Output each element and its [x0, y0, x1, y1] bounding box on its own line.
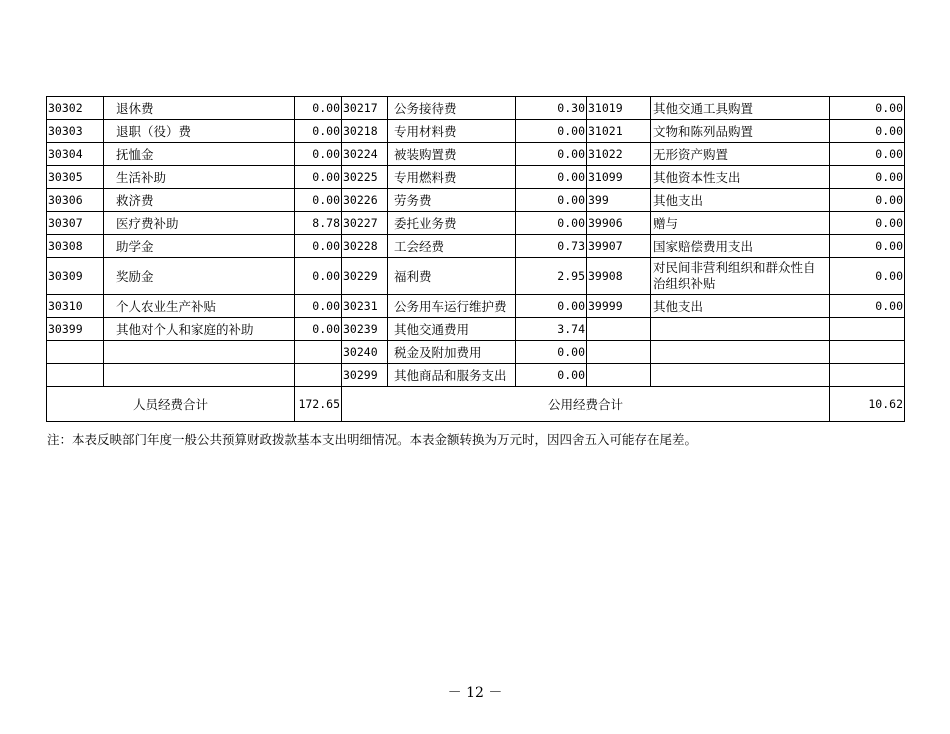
- capital-item-name: 文物和陈列品购置: [651, 120, 830, 143]
- capital-amount: 0.00: [830, 258, 905, 295]
- capital-code: 399: [587, 189, 651, 212]
- personnel-code: 30306: [47, 189, 104, 212]
- public-amount: 0.30: [516, 97, 587, 120]
- capital-amount: 0.00: [830, 97, 905, 120]
- capital-code: [587, 341, 651, 364]
- personnel-item-name: 抚恤金: [104, 143, 295, 166]
- capital-code: [587, 318, 651, 341]
- capital-amount: 0.00: [830, 189, 905, 212]
- public-code: 30240: [342, 341, 388, 364]
- table-row: [47, 120, 905, 143]
- capital-amount: [830, 318, 905, 341]
- public-code: 30231: [342, 295, 388, 318]
- personnel-code: 30399: [47, 318, 104, 341]
- personnel-item-name: 助学金: [104, 235, 295, 258]
- public-amount: 0.00: [516, 212, 587, 235]
- public-item-name: 劳务费: [388, 189, 516, 212]
- capital-code: 39999: [587, 295, 651, 318]
- personnel-item-name: 生活补助: [104, 166, 295, 189]
- personnel-item-name: [104, 341, 295, 364]
- public-amount: 0.73: [516, 235, 587, 258]
- capital-amount: [830, 341, 905, 364]
- public-amount: 0.00: [516, 166, 587, 189]
- personnel-item-name: 救济费: [104, 189, 295, 212]
- personnel-amount: [295, 341, 342, 364]
- table-row: [47, 143, 905, 166]
- capital-item-name: [651, 341, 830, 364]
- capital-item-name: 其他支出: [651, 295, 830, 318]
- public-code: 30227: [342, 212, 388, 235]
- table-row: [47, 189, 905, 212]
- personnel-amount: 8.78: [295, 212, 342, 235]
- personnel-item-name: [104, 364, 295, 387]
- table-footnote: 注：本表反映部门年度一般公共预算财政拨款基本支出明细情况。本表金额转换为万元时，因四舍五入可能存在尾差。: [47, 432, 698, 447]
- personnel-code: 30308: [47, 235, 104, 258]
- public-code: 30226: [342, 189, 388, 212]
- expenditure-detail-table: [46, 96, 905, 422]
- table-body: [47, 97, 905, 387]
- capital-code: 31022: [587, 143, 651, 166]
- table-row: [47, 295, 905, 318]
- public-item-name: 其他交通费用: [388, 318, 516, 341]
- public-code: 30228: [342, 235, 388, 258]
- personnel-amount: 0.00: [295, 120, 342, 143]
- public-code: 30217: [342, 97, 388, 120]
- public-amount: 0.00: [516, 364, 587, 387]
- personnel-total-value: 172.65: [295, 387, 342, 422]
- public-amount: 0.00: [516, 120, 587, 143]
- personnel-code: 30309: [47, 258, 104, 295]
- public-code: 30229: [342, 258, 388, 295]
- capital-amount: 0.00: [830, 143, 905, 166]
- capital-item-name: 其他交通工具购置: [651, 97, 830, 120]
- capital-amount: 0.00: [830, 235, 905, 258]
- public-amount: 0.00: [516, 295, 587, 318]
- public-item-name: 专用材料费: [388, 120, 516, 143]
- public-item-name: 福利费: [388, 258, 516, 295]
- capital-code: 31021: [587, 120, 651, 143]
- capital-item-name: 其他支出: [651, 189, 830, 212]
- capital-amount: 0.00: [830, 212, 905, 235]
- public-item-name: 其他商品和服务支出: [388, 364, 516, 387]
- capital-item-name: 国家赔偿费用支出: [651, 235, 830, 258]
- personnel-item-name: 退职（役）费: [104, 120, 295, 143]
- personnel-amount: 0.00: [295, 143, 342, 166]
- public-amount: 0.00: [516, 143, 587, 166]
- table-row: [47, 212, 905, 235]
- public-amount: 2.95: [516, 258, 587, 295]
- personnel-amount: 0.00: [295, 97, 342, 120]
- personnel-amount: 0.00: [295, 189, 342, 212]
- public-amount: 3.74: [516, 318, 587, 341]
- personnel-code: [47, 364, 104, 387]
- public-code: 30299: [342, 364, 388, 387]
- capital-amount: 0.00: [830, 166, 905, 189]
- personnel-item-name: 医疗费补助: [104, 212, 295, 235]
- capital-item-name: [651, 318, 830, 341]
- capital-item-name: 对民间非营利组织和群众性自治组织补贴: [651, 258, 830, 295]
- capital-item-name: 赠与: [651, 212, 830, 235]
- totals-row: [47, 387, 905, 422]
- personnel-amount: 0.00: [295, 258, 342, 295]
- public-total-value: 10.62: [830, 387, 905, 422]
- public-code: 30218: [342, 120, 388, 143]
- table-row: [47, 258, 905, 295]
- capital-item-name: [651, 364, 830, 387]
- personnel-amount: 0.00: [295, 295, 342, 318]
- personnel-amount: 0.00: [295, 235, 342, 258]
- public-item-name: 被装购置费: [388, 143, 516, 166]
- capital-item-name: 其他资本性支出: [651, 166, 830, 189]
- personnel-code: [47, 341, 104, 364]
- public-item-name: 公务接待费: [388, 97, 516, 120]
- table-row: [47, 364, 905, 387]
- capital-amount: 0.00: [830, 295, 905, 318]
- public-amount: 0.00: [516, 341, 587, 364]
- public-code: 30225: [342, 166, 388, 189]
- personnel-item-name: 个人农业生产补贴: [104, 295, 295, 318]
- public-item-name: 工会经费: [388, 235, 516, 258]
- public-amount: 0.00: [516, 189, 587, 212]
- personnel-item-name: 奖励金: [104, 258, 295, 295]
- capital-code: 31019: [587, 97, 651, 120]
- personnel-amount: 0.00: [295, 318, 342, 341]
- personnel-code: 30307: [47, 212, 104, 235]
- public-code: 30224: [342, 143, 388, 166]
- table-row: [47, 97, 905, 120]
- capital-code: [587, 364, 651, 387]
- capital-code: 39906: [587, 212, 651, 235]
- capital-amount: [830, 364, 905, 387]
- personnel-item-name: 其他对个人和家庭的补助: [104, 318, 295, 341]
- public-item-name: 税金及附加费用: [388, 341, 516, 364]
- personnel-code: 30302: [47, 97, 104, 120]
- table-row: [47, 166, 905, 189]
- public-code: 30239: [342, 318, 388, 341]
- capital-code: 39907: [587, 235, 651, 258]
- personnel-code: 30305: [47, 166, 104, 189]
- personnel-code: 30303: [47, 120, 104, 143]
- personnel-code: 30304: [47, 143, 104, 166]
- capital-code: 39908: [587, 258, 651, 295]
- personnel-code: 30310: [47, 295, 104, 318]
- table-row: [47, 318, 905, 341]
- personnel-amount: 0.00: [295, 166, 342, 189]
- public-item-name: 公务用车运行维护费: [388, 295, 516, 318]
- personnel-total-label: 人员经费合计: [47, 387, 295, 422]
- table-row: [47, 235, 905, 258]
- capital-code: 31099: [587, 166, 651, 189]
- capital-item-name: 无形资产购置: [651, 143, 830, 166]
- personnel-amount: [295, 364, 342, 387]
- public-item-name: 专用燃料费: [388, 166, 516, 189]
- table-row: [47, 341, 905, 364]
- capital-amount: 0.00: [830, 120, 905, 143]
- public-total-label: 公用经费合计: [342, 387, 830, 422]
- public-item-name: 委托业务费: [388, 212, 516, 235]
- page-number: － 12 －: [447, 685, 503, 701]
- personnel-item-name: 退休费: [104, 97, 295, 120]
